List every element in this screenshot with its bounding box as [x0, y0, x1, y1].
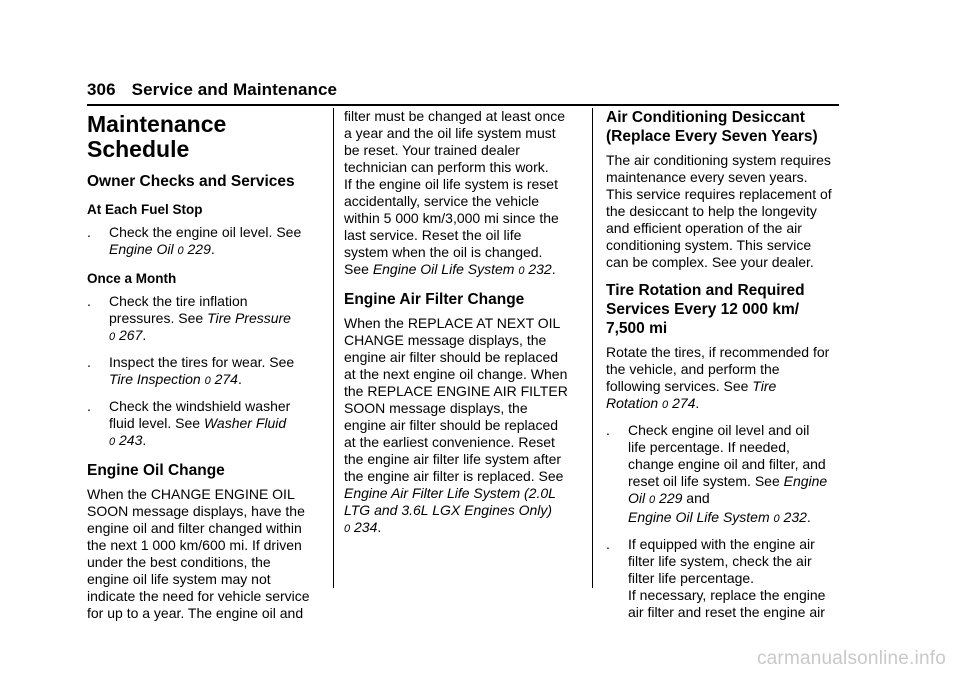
list-item: . Check the engine oil level. See Engine Oil 0 229. — [87, 224, 302, 257]
link-engine-oil-life-system[interactable]: Engine Oil Life System 0 232 — [628, 509, 807, 525]
page-ref-icon: 0 — [109, 331, 116, 343]
section-title: Service and Maintenance — [131, 80, 338, 99]
link-washer-fluid[interactable]: Washer Fluid 0 243 — [109, 415, 287, 448]
list-item: . Check the tire inflation pressures. See Tire Pressure 0 267. — [87, 293, 291, 343]
engine-oil-paragraph: When the CHANGE ENGINE OIL SOON message displays, have the engine oil and filter changed within the next 1 000 km/600 mi. If driven under the best conditions, the engine oil life system may not indicate the need for vehicle service for up to a year. The engine oil and — [87, 486, 310, 621]
ac-desiccant-heading: Air Conditioning Desiccant (Replace Every Seven Years) — [606, 109, 818, 145]
column-divider — [333, 108, 334, 588]
link-air-filter-life-system[interactable]: Engine Air Filter Life System (2.0L LTG and 3.6L LGX Engines Only) 0 234 — [344, 485, 556, 535]
page-ref-icon: 0 — [177, 245, 184, 257]
link-tire-pressure[interactable]: Tire Pressure 0 267 — [109, 310, 291, 343]
page-header — [87, 80, 337, 100]
link-engine-oil[interactable]: Engine Oil 0 229 — [628, 473, 828, 506]
list-item: . Check the windshield washer fluid level. See Washer Fluid 0 243. — [87, 398, 291, 448]
column-2 — [344, 108, 580, 538]
once-a-month-heading: Once a Month — [87, 271, 177, 286]
oil-continued-paragraph: filter must be changed at least once a year and the oil life system must be reset. Your trained dealer technician can perform this work. If the engine oil life system is reset accidentally, service the vehicle within 5 000 km/3,000 mi since the last service. Reset the oil life system when the oil is changed. See Engine Oil Life System 0 232. — [344, 108, 566, 277]
link-tire-inspection[interactable]: Tire Inspection 0 274 — [109, 371, 238, 387]
tire-rotation-paragraph: Rotate the tires, if recommended for the vehicle, and perform the following services. See Tire Rotation 0 274. — [606, 344, 830, 411]
link-engine-oil-life-system[interactable]: Engine Oil Life System 0 232 — [372, 261, 552, 277]
header-rule — [87, 104, 839, 106]
owner-checks-heading: Owner Checks and Services — [87, 173, 295, 190]
page-ref-icon: 0 — [109, 436, 116, 448]
bullet: . — [87, 354, 91, 370]
column-divider — [592, 108, 593, 588]
page-ref-icon: 0 — [773, 513, 780, 525]
engine-air-filter-heading: Engine Air Filter Change — [344, 291, 525, 308]
list-item: . If equipped with the engine air filter life system, check the air filter life percentage. If necessary, replace the engine air filter and reset the engine air — [606, 536, 826, 620]
tire-rotation-heading: Tire Rotation and Required Services Every 12 000 km/ 7,500 mi — [606, 282, 805, 337]
bullet: . — [87, 224, 91, 240]
bullet: . — [87, 293, 91, 309]
page-ref-icon: 0 — [344, 523, 351, 535]
bullet: . — [87, 398, 91, 414]
column-3 — [606, 108, 842, 629]
ac-desiccant-paragraph: The air conditioning system requires maintenance every seven years. This service requires replacement of the desiccant to help the longevity and efficient operation of the air conditioning system. This service can be complex. See your dealer. — [606, 152, 832, 270]
maintenance-schedule-title: Maintenance Schedule — [87, 111, 227, 162]
engine-oil-change-heading: Engine Oil Change — [87, 462, 225, 479]
bullet: . — [606, 536, 610, 552]
page-ref-icon: 0 — [662, 399, 669, 411]
watermark: carmanualsonline.info — [756, 648, 946, 669]
list-item: . Check engine oil level and oil life percentage. If needed, change engine oil and filter, and reset oil life system. See Engine Oil 0 229 and Engine Oil Life System 0 232. — [606, 422, 828, 525]
link-tire-rotation[interactable]: Tire Rotation 0 274 — [606, 378, 777, 411]
column-1 — [87, 108, 323, 622]
page-ref-icon: 0 — [518, 265, 525, 277]
bullet: . — [606, 422, 610, 438]
link-engine-oil[interactable]: Engine Oil 0 229 — [109, 241, 211, 257]
page-ref-icon: 0 — [204, 375, 211, 387]
air-filter-paragraph: When the REPLACE AT NEXT OIL CHANGE message displays, the engine air filter should be replaced at the next engine oil change. When the REPLACE ENGINE AIR FILTER SOON message displays, the engine air filter should be replaced at the earliest convenience. Reset the engine air filter life system after the engine air filter is replaced. See Engine Air Filter Life System (2.0L LTG and 3.6L LGX Engines Only) 0 234. — [344, 315, 568, 535]
list-item: . Inspect the tires for wear. See Tire Inspection 0 274. — [87, 354, 295, 387]
fuel-stop-heading: At Each Fuel Stop — [87, 202, 203, 217]
page-number: 306 — [87, 80, 116, 99]
page-ref-icon: 0 — [649, 494, 656, 506]
